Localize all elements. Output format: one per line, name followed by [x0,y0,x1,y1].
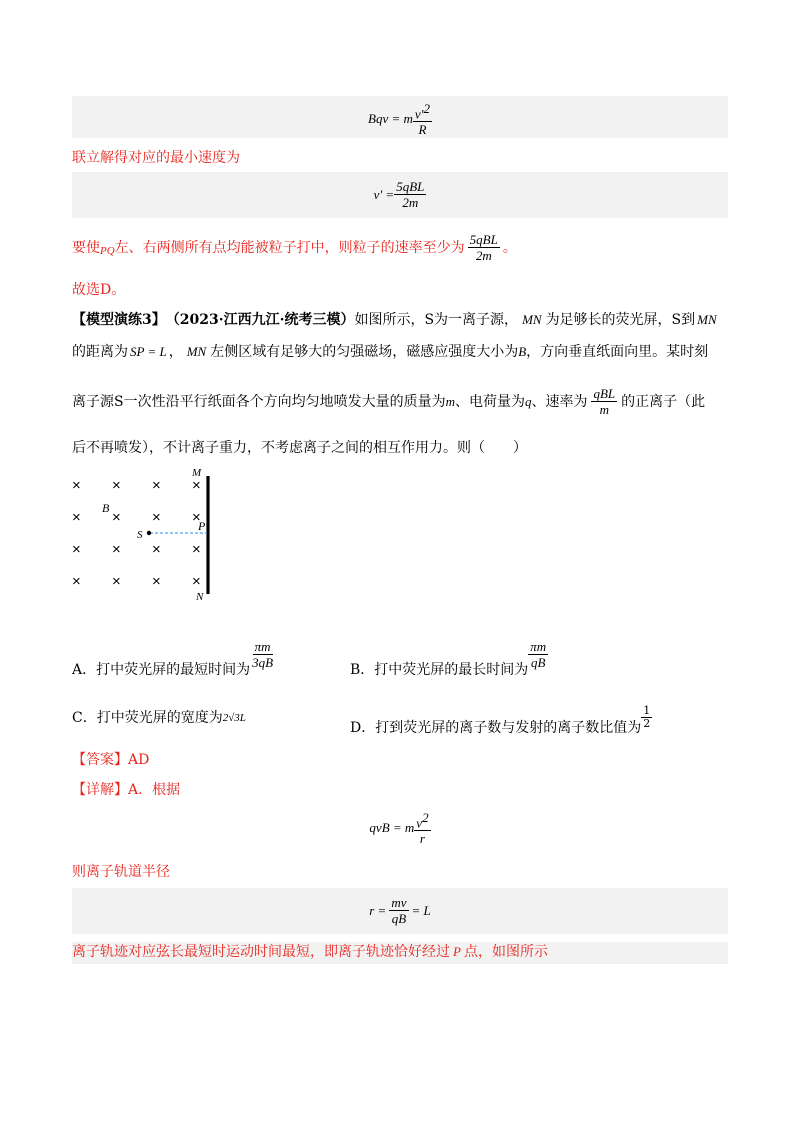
field-cross: × [192,509,201,526]
equation-2: v' = $\frac{\text{5qBL}}{2m}$ [373,179,425,210]
problem-line-2: 的距离为 SP = L ， MN 左侧区域有足够大的匀强磁场，磁感应强度大小为 B ，方向垂直纸面向里。某时刻 [72,344,709,360]
text-conclusion: 要使 PQ 左、右两侧所有点均能被粒子打中，则粒子的速率至少为 $\frac{\text{5qBL}}{2m}$ 。 [72,232,517,263]
field-cross: × [112,509,121,526]
field-cross: × [192,477,201,494]
detail-line: 【详解】A．根据 [72,782,181,798]
field-cross: × [152,573,161,590]
field-cross: × [112,541,121,558]
answer-line: 【答案】AD [72,752,150,768]
field-cross: × [192,573,201,590]
field-cross: × [192,541,201,558]
option-a[interactable]: A．打中荧光屏的最短时间为 $\frac{\pi m}{3qB}$ [72,638,274,678]
magnetic-field-figure [60,462,230,604]
equation-box-3 [72,804,728,850]
label-b: B [102,501,110,515]
problem-line-3: 离子源S一次性沿平行纸面各个方向均匀地喷发大量的质量为 m 、电荷量为 q 、速率为 $\frac{\text{qBL}}{m}$ 的正离子（此 [72,386,706,417]
field-cross: × [112,477,121,494]
problem-line-1: 【模型演练3】 （2023·江西九江·统考三模） 如图所示，S为一离子源， MN 为足够长的荧光屏，S到 MN [72,312,717,328]
equation-4: r = $\frac{mv}{qB}$ = L [369,895,431,926]
text-radius: 则离子轨道半径 [72,864,170,880]
field-cross: × [152,541,161,558]
text-shortest-time: 离子轨迹对应弦长最短时运动时间最短，即离子轨迹恰好经过 P 点，如图所示 [72,942,728,964]
label-n: N [196,591,204,603]
label-s: S [137,529,143,541]
field-cross: × [72,541,81,558]
label-p: P [198,519,206,533]
label-m: M [192,467,202,479]
equation-box-4 [72,888,728,934]
text-choose-d: 故选D。 [72,282,126,298]
equation-box-2 [72,172,728,218]
text-min-speed: 联立解得对应的最小速度为 [72,150,240,166]
field-cross: × [112,573,121,590]
field-cross: × [72,477,81,494]
field-cross: × [152,509,161,526]
field-cross: × [72,509,81,526]
option-d[interactable]: D．打到荧光屏的离子数与发射的离子数比值为 $\frac{1}{2}$ [350,703,651,736]
option-b[interactable]: B．打中荧光屏的最长时间为 $\frac{\pi m}{qB}$ [350,638,547,678]
field-cross: × [152,477,161,494]
equation-box-1 [72,96,728,138]
equation-1: Bqv = m $\frac{v'2}{R}$ [368,101,430,138]
option-c[interactable]: C．打中荧光屏的宽度为 2√3L [72,710,246,726]
problem-line-4: 后不再喷发），不计离子重力，不考虑离子之间的相互作用力。则（ ） [72,440,527,456]
equation-3: qvB = m $\frac{v2}{r}$ [369,810,429,847]
field-cross: × [72,573,81,590]
source-s-dot [147,531,151,535]
